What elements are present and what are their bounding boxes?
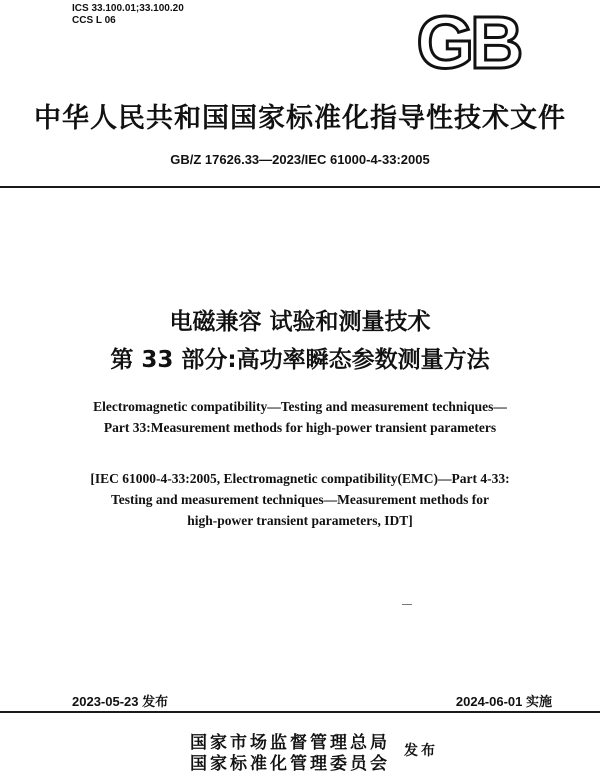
document-category-title: 中华人民共和国国家标准化指导性技术文件 [34, 103, 566, 134]
implementation-date: 2024-06-01 实施 [455, 694, 552, 709]
english-title-line-2: Part 33:Measurement methods for high-power transient parameters [103, 420, 497, 435]
english-title [0, 396, 600, 438]
ccs-code: CCS L 06 [72, 15, 116, 26]
english-title-line-1: Electromagnetic compatibility—Testing and measurement techniques— [93, 399, 507, 414]
idt-line-3: high-power transient parameters, IDT] [187, 513, 413, 528]
scan-mark [402, 604, 412, 605]
footer-divider [0, 711, 600, 713]
issue-date: 2023-05-23 发布 [72, 694, 169, 709]
ics-code: ICS 33.100.01;33.100.20 [72, 3, 184, 14]
issuing-agency-2: 国家标准化管理委员会 [190, 754, 390, 774]
standard-number: GB/Z 17626.33—2023/IEC 61000-4-33:2005 [170, 152, 430, 167]
idt-line-1: [IEC 61000-4-33:2005, Electromagnetic compatibility(EMC)—Part 4-33: [90, 471, 510, 486]
idt-reference [0, 468, 600, 531]
classification-codes [72, 3, 184, 27]
header-divider [0, 186, 600, 188]
gb-logo-text: GB [416, 10, 520, 76]
chinese-title-line-2: 第 33 部分:高功率瞬态参数测量方法 [110, 347, 490, 373]
gb-logo [408, 10, 528, 76]
publish-label: 发布 [404, 743, 438, 759]
chinese-title-line-1: 电磁兼容 试验和测量技术 [169, 309, 431, 335]
idt-line-2: Testing and measurement techniques—Measurement methods for [110, 492, 490, 507]
issuing-agency-1: 国家市场监督管理总局 [190, 733, 390, 753]
